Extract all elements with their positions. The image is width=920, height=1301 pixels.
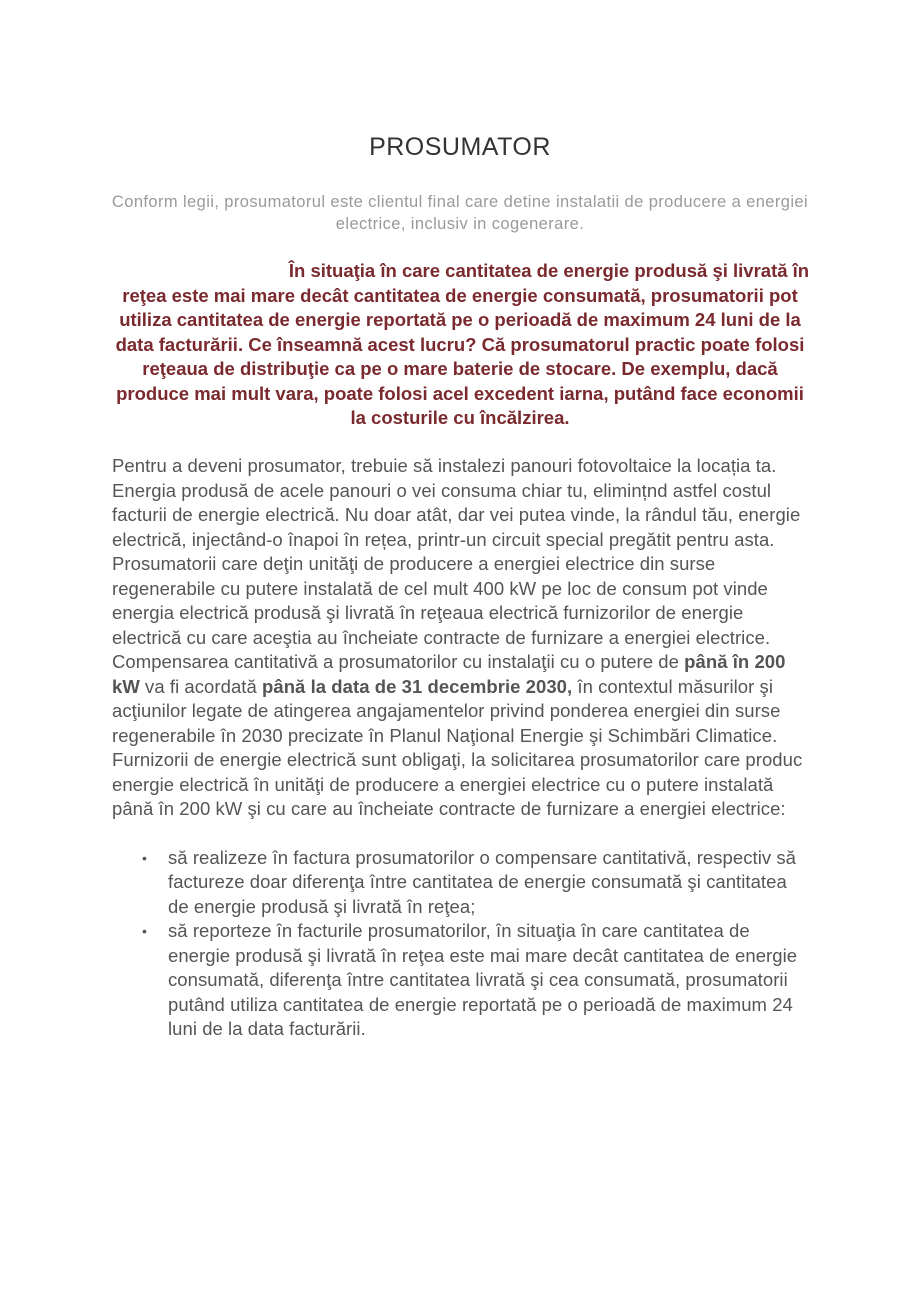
compensation-deadline: până la data de 31 decembrie 2030,: [262, 675, 573, 697]
paragraph-sell-energy: Prosumatorii care deţin unităţi de producere a energiei electrice din surse regenerabile cu putere instalată de cel mult 400 kW pe loc de consum pot vinde energia electrică produsă şi livrată în reţeaua electrică furnizorilor de energie electrică cu care aceştia au încheiate contracte de furnizare a energiei electrice.: [112, 553, 771, 648]
list-item: [142, 919, 812, 1042]
page-title: PROSUMATOR: [369, 133, 551, 161]
bullet-icon: •: [142, 849, 147, 866]
highlight-paragraph: [108, 259, 812, 431]
compensation-text-3: în contextul măsurilor şi acţiunilor legate de atingerea angajamentelor privind ponderea energiei din surse regenerabile în 2030 precizate în Planul Naţional Energie şi Schimbări Climatice.: [112, 675, 781, 746]
highlight-text: În situaţia în care cantitatea de energie produsă şi livrată în reţea este mai mare decât cantitatea de energie consumată, prosumatorii pot utiliza cantitatea de energie reportată pe o perioadă de maximum 24 luni de la data facturării. Ce înseamnă acest lucru? Că prosumatorul practic poate folosi reţeaua de distribuţie ca pe o mare baterie de stocare. De exemplu, dacă produce mai mult vara, poate folosi acel excedent iarna, putând face economii la costurile cu încălzirea.: [115, 260, 810, 428]
compensation-power-limit: până în 200 kW: [112, 651, 786, 697]
paragraph-become-prosumer: Pentru a deveni prosumator, trebuie să instalezi panouri fotovoltaice la locația ta. Energia produsă de acele panouri o vei consuma chiar tu, elimințnd astfel costul facturii de energie electrică. Nu doar atât, dar vei putea vinde, la rândul tău, energie electrică, injectând-o înapoi în rețea, printr-un circuit special pregătit pentru asta.: [112, 455, 801, 550]
compensation-text-2: va fi acordată: [139, 675, 263, 697]
obligations-list: [112, 846, 812, 1042]
list-item-text: să realizeze în factura prosumatorilor o compensare cantitativă, respectiv să factureze doar diferenţa între cantitatea de energie consumată şi cantitatea de energie produsă şi livrată în reţea;: [168, 846, 796, 917]
body-text: [112, 454, 812, 1042]
paragraph-compensation: [112, 650, 812, 748]
list-item-text: să reporteze în facturile prosumatorilor, în situaţia în care cantitatea de energie produsă şi livrată în reţea este mai mare decât cantitatea de energie consumată, diferenţa între cantitatea livrată şi cea consumată, prosumatorii putând utiliza cantitatea de energie reportată pe o perioadă de maximum 24 luni de la data facturării.: [168, 920, 798, 1039]
paragraph-supplier-obligations: Furnizorii de energie electrică sunt obligaţi, la solicitarea prosumatorilor care produc energie electrică în unităţi de producere a energiei electrice cu o putere instalată până în 200 kW şi cu care au încheiate contracte de furnizare a energiei electrice:: [112, 749, 803, 819]
compensation-text-1: Compensarea cantitativă a prosumatorilor cu instalaţii cu o putere de: [112, 651, 685, 672]
intro-definition: Conform legii, prosumatorul este clientul final care detine instalatii de producere a energiei electrice, inclusiv in cogenerare.: [111, 193, 809, 233]
bullet-icon: •: [142, 923, 147, 939]
list-item: [142, 846, 812, 920]
